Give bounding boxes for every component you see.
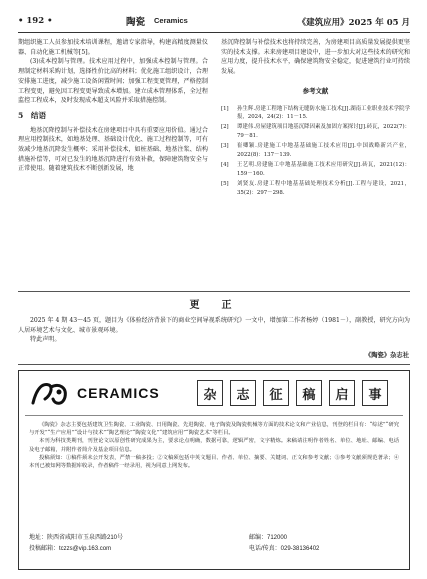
notice-body [29,421,399,470]
title-char: 事 [362,380,388,406]
right-column [221,38,410,199]
journal-logo-icon [29,379,73,409]
divider [25,415,403,416]
title-char: 稿 [296,380,322,406]
paragraph: 特此声明。 [30,336,61,344]
reference-item: [2] 谭建伟.房屋建筑项目地基沉降因素及加固方案探讨[J].砖瓦，2022(7)：79－81. [221,124,410,140]
paragraph: 地基沉降控制与补偿技术在房建项目中具有重要应用价值。通过合理应用控制技术，如地基处理、基础设计优化、施工过程控制等，可有效减少地基沉降发生概率；采用补偿技术，如桩基础、地基注浆、结构措施补偿等，可对已发生的地基沉降进行有效补救，保障建筑物安全与正常使用。随着建筑技术不断创新发展，地 [18,126,208,173]
submission-email[interactable]: 投稿邮箱：tczzs@vip.163.com [29,546,112,552]
reference-item: [5] 刘贤友.房建工程中地基基础处理技术分析[J].工程与建设，2021，35(2)：297－298. [221,180,410,196]
journal-latin-name: Ceramics [154,16,188,25]
logo-wordmark: CERAMICS [77,385,160,401]
paragraph: 投稿须知：①稿件须未公开发表，严禁一稿多投；②文稿须包括中英文题目、作者、单位、摘要、关键词、正文和参考文献；③参考文献须规范著录；④本刊已被知网等数据库收录，作者稿件一经录用，视为同意上网发布。 [29,454,399,470]
call-for-papers-box [18,370,410,570]
title-char: 杂 [197,380,223,406]
address: 地址：陕西省咸阳市玉泉西路210号 [29,535,124,541]
reference-item: [3] 崔卿颖.房建施工中地基基础施工技术应用[J].中国战略新兴产业，2022(8)：137－139. [221,143,410,159]
contact-info [29,533,399,555]
reference-item: [4] 王艺明.房建施工中地基基础施工技术应用研究[J].砖瓦，2021(12)：159－160. [221,161,410,177]
page-number: • 192 • [18,16,53,26]
reference-item: [1] 孙生辉.房建工程地下结构无缝防水施工技术[J].湖南工业职业技术学院学报，2024，24(2)：11－15. [221,105,410,121]
postcode: 邮编：712000 [249,535,288,541]
left-column [18,38,208,174]
paragraph: 本刊为科技类期刊，刊登论文以原创性研究成果为主，要求论点明确，数据可靠，逻辑严密，文字精炼。来稿请注明作者姓名、单位、地址、邮编、电话及电子邮箱，并附作者简介及基金项目信息。 [29,438,399,453]
paragraph: 2025 年 4 期 43～45 页，题目为《体验经济背景下的商业空间导视系统研究》一文中，增加第二作者杨婷（1981－），副教授，研究方向为人居环境艺术与文化、城市景观环境。 [18,317,411,334]
correction-bottom-rule [18,364,410,365]
paragraph: 基沉降控制与补偿技术也将持续完善，为房建项目高质量发展提供更坚实的技术支撑。未来房建项目建设中，进一步加大对这些技术的研究和应用力度，提升技术水平，确保建筑物安全稳定，促进建筑行业可持续发展。 [221,39,410,76]
correction-signature: 《陶瓷》杂志社 [364,352,409,359]
references-title: 参考文献 [302,86,329,95]
header-rule [18,32,410,33]
paragraph: (3)成本控制与管理。技术应用过程中，加强成本控制与管理。合理制定材料采购计划，选择性价比高的材料；优化施工组织设计，合理安排施工进度，减少施工设备闲置时间；加强工程变更管理，严格控制工程变更，避免因工程变更导致成本增加。建立成本管理体系，全过程监控工程成本，及时发现成本超支风险并采取措施控制。 [18,58,208,105]
correction-title: 更 正 [189,300,238,311]
issue-label: 《建筑应用》2025 年 05 月 [297,18,410,28]
paragraph: 《陶瓷》杂志主要包括建筑卫生陶瓷、工业陶瓷、日用陶瓷、先进陶瓷、电子陶瓷及陶瓷机械等方面的技术论文和产业信息，刊登的栏目有：“综述”“研究与开发”“生产应用”“设计与技术”“陶艺理论”“陶瓷文化”“建筑应用”“陶瓷艺术”等栏目。 [29,422,399,437]
notice-title [197,380,388,406]
paragraph: 期组织施工人员参加技术培训课程，邀请专家指导，构建高精度测量仪器、自动化施工机械等[5]。 [18,39,208,56]
section-heading: 5 结语 [18,110,47,120]
journal-logo: 陶瓷 [126,17,146,28]
title-char: 志 [230,380,256,406]
title-char: 征 [263,380,289,406]
correction-body [18,316,410,345]
page-header [18,14,410,30]
phone: 电话/传真：029-38136402 [249,546,320,552]
correction-top-rule [18,291,410,292]
title-char: 启 [329,380,355,406]
